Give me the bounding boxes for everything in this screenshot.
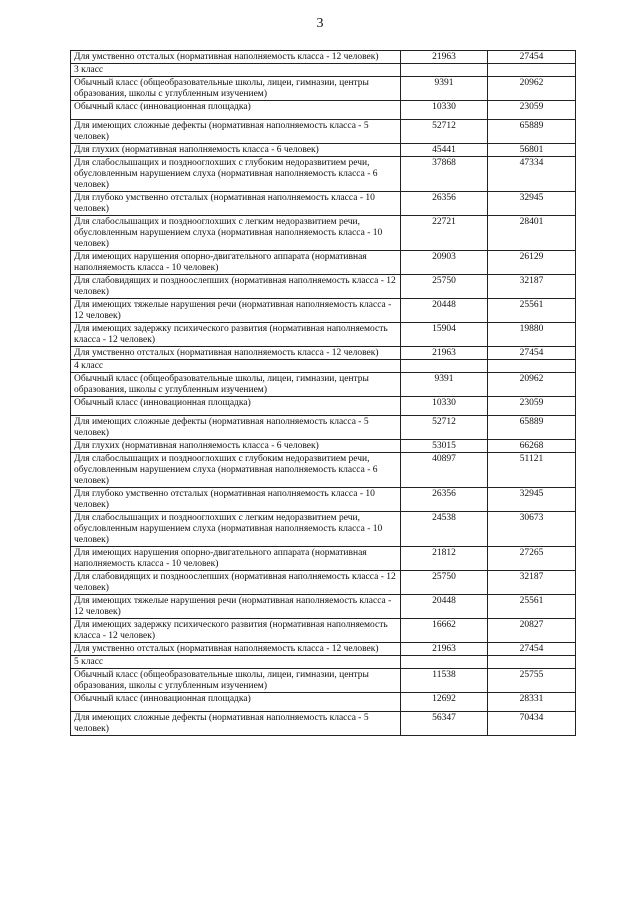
class-type-cell: Для имеющих сложные дефекты (нормативная наполняемость класса - 5 человек) bbox=[71, 416, 401, 440]
table-row bbox=[71, 643, 576, 656]
value-cell-2: 23059 bbox=[488, 397, 576, 416]
class-type-cell: Для имеющих сложные дефекты (нормативная наполняемость класса - 5 человек) bbox=[71, 120, 401, 144]
value-cell-1: 52712 bbox=[401, 120, 488, 144]
value-cell-1: 45441 bbox=[401, 144, 488, 157]
value-cell-1: 10330 bbox=[401, 397, 488, 416]
value-cell-1: 52712 bbox=[401, 416, 488, 440]
table-row bbox=[71, 101, 576, 120]
table-row bbox=[71, 712, 576, 736]
table-row bbox=[71, 144, 576, 157]
table-row bbox=[71, 397, 576, 416]
value-cell-2: 28331 bbox=[488, 693, 576, 712]
class-type-cell: Обычный класс (общеобразовательные школы, лицеи, гимназии, центры образования, школы с углубленным изучением) bbox=[71, 77, 401, 101]
table-row bbox=[71, 512, 576, 547]
value-cell-1: 15904 bbox=[401, 323, 488, 347]
table-row bbox=[71, 595, 576, 619]
section-empty-cell bbox=[401, 64, 488, 77]
value-cell-2: 65889 bbox=[488, 120, 576, 144]
table-row bbox=[71, 51, 576, 64]
value-cell-1: 12692 bbox=[401, 693, 488, 712]
table-row bbox=[71, 488, 576, 512]
value-cell-1: 9391 bbox=[401, 77, 488, 101]
class-type-cell: Обычный класс (общеобразовательные школы, лицеи, гимназии, центры образования, школы с углубленным изучением) bbox=[71, 669, 401, 693]
value-cell-2: 20962 bbox=[488, 77, 576, 101]
value-cell-1: 25750 bbox=[401, 275, 488, 299]
class-type-cell: Обычный класс (инновационная площадка) bbox=[71, 693, 401, 712]
value-cell-2: 66268 bbox=[488, 440, 576, 453]
class-type-cell: Для глухих (нормативная наполняемость класса - 6 человек) bbox=[71, 440, 401, 453]
value-cell-1: 40897 bbox=[401, 453, 488, 488]
section-title: 5 класс bbox=[71, 656, 401, 669]
section-title: 3 класс bbox=[71, 64, 401, 77]
table-row bbox=[71, 693, 576, 712]
value-cell-2: 27454 bbox=[488, 643, 576, 656]
value-cell-1: 37868 bbox=[401, 157, 488, 192]
section-empty-cell bbox=[488, 64, 576, 77]
table-row bbox=[71, 373, 576, 397]
class-type-cell: Для глухих (нормативная наполняемость класса - 6 человек) bbox=[71, 144, 401, 157]
table-row bbox=[71, 347, 576, 360]
class-type-cell: Для имеющих задержку психического развития (нормативная наполняемость класса - 12 человек) bbox=[71, 619, 401, 643]
table-row bbox=[71, 669, 576, 693]
value-cell-2: 56801 bbox=[488, 144, 576, 157]
table-row bbox=[71, 416, 576, 440]
table-row bbox=[71, 251, 576, 275]
value-cell-2: 28401 bbox=[488, 216, 576, 251]
table-row bbox=[71, 571, 576, 595]
value-cell-2: 20827 bbox=[488, 619, 576, 643]
value-cell-1: 21812 bbox=[401, 547, 488, 571]
class-type-cell: Для слабослышащих и позднооглохших с легким недоразвитием речи, обусловленным нарушением слуха (нормативная наполняемость класса - 10 человек) bbox=[71, 216, 401, 251]
section-row bbox=[71, 360, 576, 373]
value-cell-2: 27265 bbox=[488, 547, 576, 571]
value-cell-2: 65889 bbox=[488, 416, 576, 440]
class-type-cell: Для глубоко умственно отсталых (нормативная наполняемость класса - 10 человек) bbox=[71, 192, 401, 216]
class-type-cell: Для имеющих нарушения опорно-двигательного аппарата (нормативная наполняемость класса - 10 человек) bbox=[71, 547, 401, 571]
value-cell-2: 26129 bbox=[488, 251, 576, 275]
value-cell-2: 25561 bbox=[488, 299, 576, 323]
class-type-cell: Для имеющих тяжелые нарушения речи (нормативная наполняемость класса - 12 человек) bbox=[71, 299, 401, 323]
value-cell-2: 51121 bbox=[488, 453, 576, 488]
value-cell-2: 23059 bbox=[488, 101, 576, 120]
value-cell-2: 19880 bbox=[488, 323, 576, 347]
page-number: 3 bbox=[316, 16, 324, 31]
value-cell-1: 21963 bbox=[401, 51, 488, 64]
table-row bbox=[71, 192, 576, 216]
section-title: 4 класс bbox=[71, 360, 401, 373]
table-row bbox=[71, 547, 576, 571]
value-cell-2: 20962 bbox=[488, 373, 576, 397]
table-row bbox=[71, 157, 576, 192]
table-row bbox=[71, 453, 576, 488]
value-cell-1: 56347 bbox=[401, 712, 488, 736]
value-cell-2: 25755 bbox=[488, 669, 576, 693]
value-cell-2: 32945 bbox=[488, 192, 576, 216]
class-type-cell: Для глубоко умственно отсталых (нормативная наполняемость класса - 10 человек) bbox=[71, 488, 401, 512]
value-cell-2: 70434 bbox=[488, 712, 576, 736]
value-cell-1: 21963 bbox=[401, 347, 488, 360]
value-cell-2: 47334 bbox=[488, 157, 576, 192]
table-row bbox=[71, 216, 576, 251]
section-empty-cell bbox=[401, 360, 488, 373]
value-cell-1: 20448 bbox=[401, 595, 488, 619]
class-type-cell: Обычный класс (общеобразовательные школы, лицеи, гимназии, центры образования, школы с углубленным изучением) bbox=[71, 373, 401, 397]
class-type-cell: Для умственно отсталых (нормативная наполняемость класса - 12 человек) bbox=[71, 51, 401, 64]
value-cell-1: 24538 bbox=[401, 512, 488, 547]
value-cell-2: 25561 bbox=[488, 595, 576, 619]
value-cell-1: 53015 bbox=[401, 440, 488, 453]
class-type-cell: Для имеющих задержку психического развития (нормативная наполняемость класса - 12 человек) bbox=[71, 323, 401, 347]
value-cell-1: 26356 bbox=[401, 488, 488, 512]
value-cell-2: 27454 bbox=[488, 51, 576, 64]
table-row bbox=[71, 120, 576, 144]
class-type-cell: Для умственно отсталых (нормативная наполняемость класса - 12 человек) bbox=[71, 347, 401, 360]
table-row bbox=[71, 440, 576, 453]
class-type-cell: Для имеющих сложные дефекты (нормативная наполняемость класса - 5 человек) bbox=[71, 712, 401, 736]
table-row bbox=[71, 299, 576, 323]
class-type-cell: Для имеющих нарушения опорно-двигательного аппарата (нормативная наполняемость класса - 10 человек) bbox=[71, 251, 401, 275]
value-cell-1: 20448 bbox=[401, 299, 488, 323]
class-type-cell: Для слабослышащих и позднооглохших с глубоким недоразвитием речи, обусловленным нарушением слуха (нормативная наполняемость класса - 6 человек) bbox=[71, 157, 401, 192]
value-cell-2: 32187 bbox=[488, 275, 576, 299]
value-cell-1: 11538 bbox=[401, 669, 488, 693]
table-row bbox=[71, 323, 576, 347]
section-empty-cell bbox=[401, 656, 488, 669]
norms-table-body bbox=[71, 51, 576, 736]
value-cell-1: 10330 bbox=[401, 101, 488, 120]
class-type-cell: Для умственно отсталых (нормативная наполняемость класса - 12 человек) bbox=[71, 643, 401, 656]
class-type-cell: Для слабовидящих и поздноослепших (нормативная наполняемость класса - 12 человек) bbox=[71, 571, 401, 595]
section-empty-cell bbox=[488, 360, 576, 373]
section-empty-cell bbox=[488, 656, 576, 669]
class-type-cell: Для слабослышащих и позднооглохших с глубоким недоразвитием речи, обусловленным нарушением слуха (нормативная наполняемость класса - 6 человек) bbox=[71, 453, 401, 488]
value-cell-1: 9391 bbox=[401, 373, 488, 397]
value-cell-1: 22721 bbox=[401, 216, 488, 251]
class-type-cell: Для имеющих тяжелые нарушения речи (нормативная наполняемость класса - 12 человек) bbox=[71, 595, 401, 619]
norms-table bbox=[70, 50, 576, 736]
value-cell-1: 16662 bbox=[401, 619, 488, 643]
value-cell-1: 26356 bbox=[401, 192, 488, 216]
table-row bbox=[71, 275, 576, 299]
value-cell-2: 32945 bbox=[488, 488, 576, 512]
class-type-cell: Обычный класс (инновационная площадка) bbox=[71, 397, 401, 416]
value-cell-2: 30673 bbox=[488, 512, 576, 547]
class-type-cell: Обычный класс (инновационная площадка) bbox=[71, 101, 401, 120]
class-type-cell: Для слабослышащих и позднооглохших с легким недоразвитием речи, обусловленным нарушением слуха (нормативная наполняемость класса - 10 человек) bbox=[71, 512, 401, 547]
value-cell-1: 25750 bbox=[401, 571, 488, 595]
value-cell-2: 32187 bbox=[488, 571, 576, 595]
table-row bbox=[71, 619, 576, 643]
class-type-cell: Для слабовидящих и поздноослепших (нормативная наполняемость класса - 12 человек) bbox=[71, 275, 401, 299]
value-cell-2: 27454 bbox=[488, 347, 576, 360]
table-row bbox=[71, 77, 576, 101]
value-cell-1: 21963 bbox=[401, 643, 488, 656]
value-cell-1: 20903 bbox=[401, 251, 488, 275]
section-row bbox=[71, 64, 576, 77]
section-row bbox=[71, 656, 576, 669]
